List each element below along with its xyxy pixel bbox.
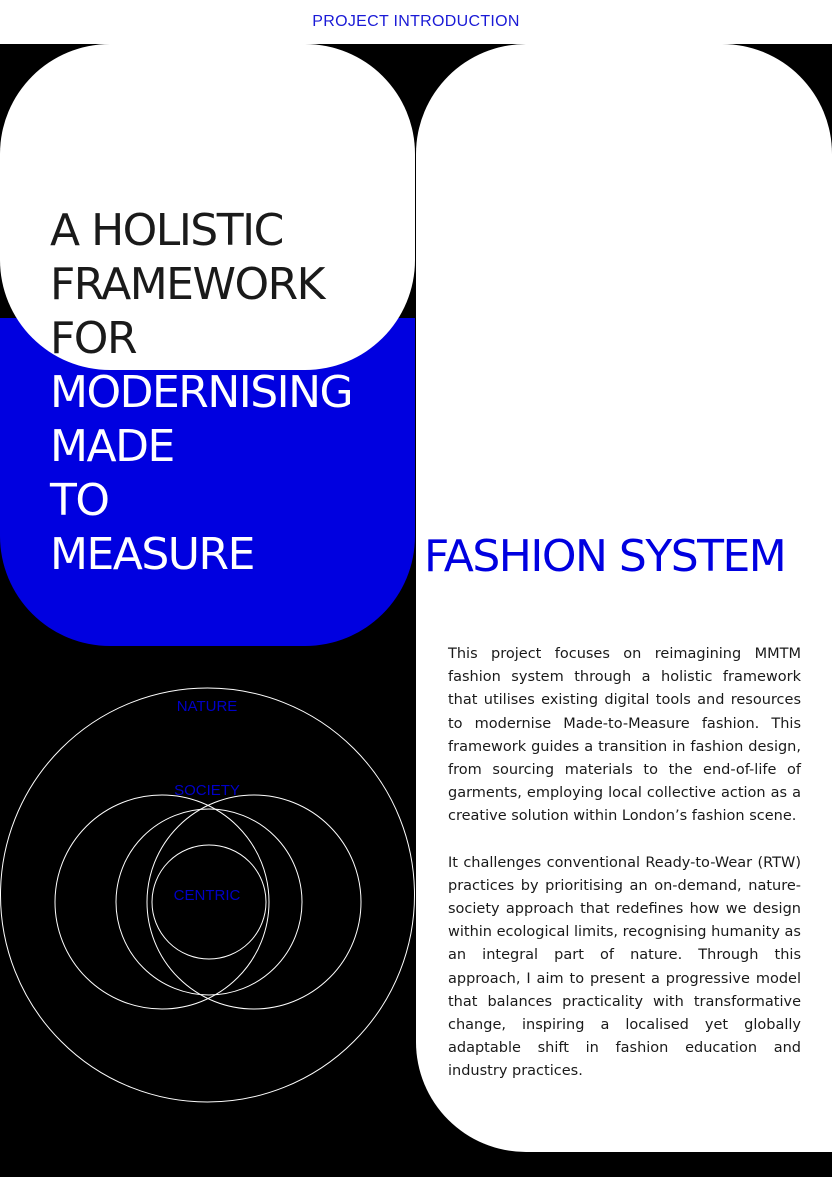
paragraph: It challenges conventional Ready-to-Wear (RTW) practices by prioritising an on-demand, nature-society approach that redefines how we design within ecological limits, recognising humanity as an integral part of nature. Through this approach, I aim to present a progressive model that balances practicality with transformative change, inspiring a localised yet globally adaptable shift in fashion education and industry practices. (448, 854, 801, 1080)
nature-label: NATURE (176, 698, 238, 715)
title-line: A HOLISTIC (50, 205, 283, 256)
intro-text (448, 643, 801, 1107)
title-line: MODERNISING (50, 367, 353, 418)
header-bar (0, 0, 832, 44)
title-line: MADE (50, 421, 174, 472)
title-continuation: FASHION SYSTEM (424, 531, 786, 582)
concept-diagram (0, 686, 416, 1108)
title-line: MEASURE (50, 529, 254, 580)
page-title (50, 204, 352, 582)
title-line: FRAMEWORK (50, 259, 325, 310)
title-line: TO (50, 475, 109, 526)
title-line: FOR (50, 313, 137, 364)
paragraph: This project focuses on reimagining MMTM fashion system through a holistic framework that utilises existing digital tools and resources to modernise Made-to-Measure fashion. This framework guides a transition in fashion design, from sourcing materials to the end-of-life of garments, employing local collective action as a creative solution within London’s fashion scene. (448, 646, 801, 825)
section-label: PROJECT INTRODUCTION (312, 13, 520, 30)
centric-label: CENTRIC (173, 887, 241, 904)
society-label: SOCIETY (174, 782, 240, 799)
